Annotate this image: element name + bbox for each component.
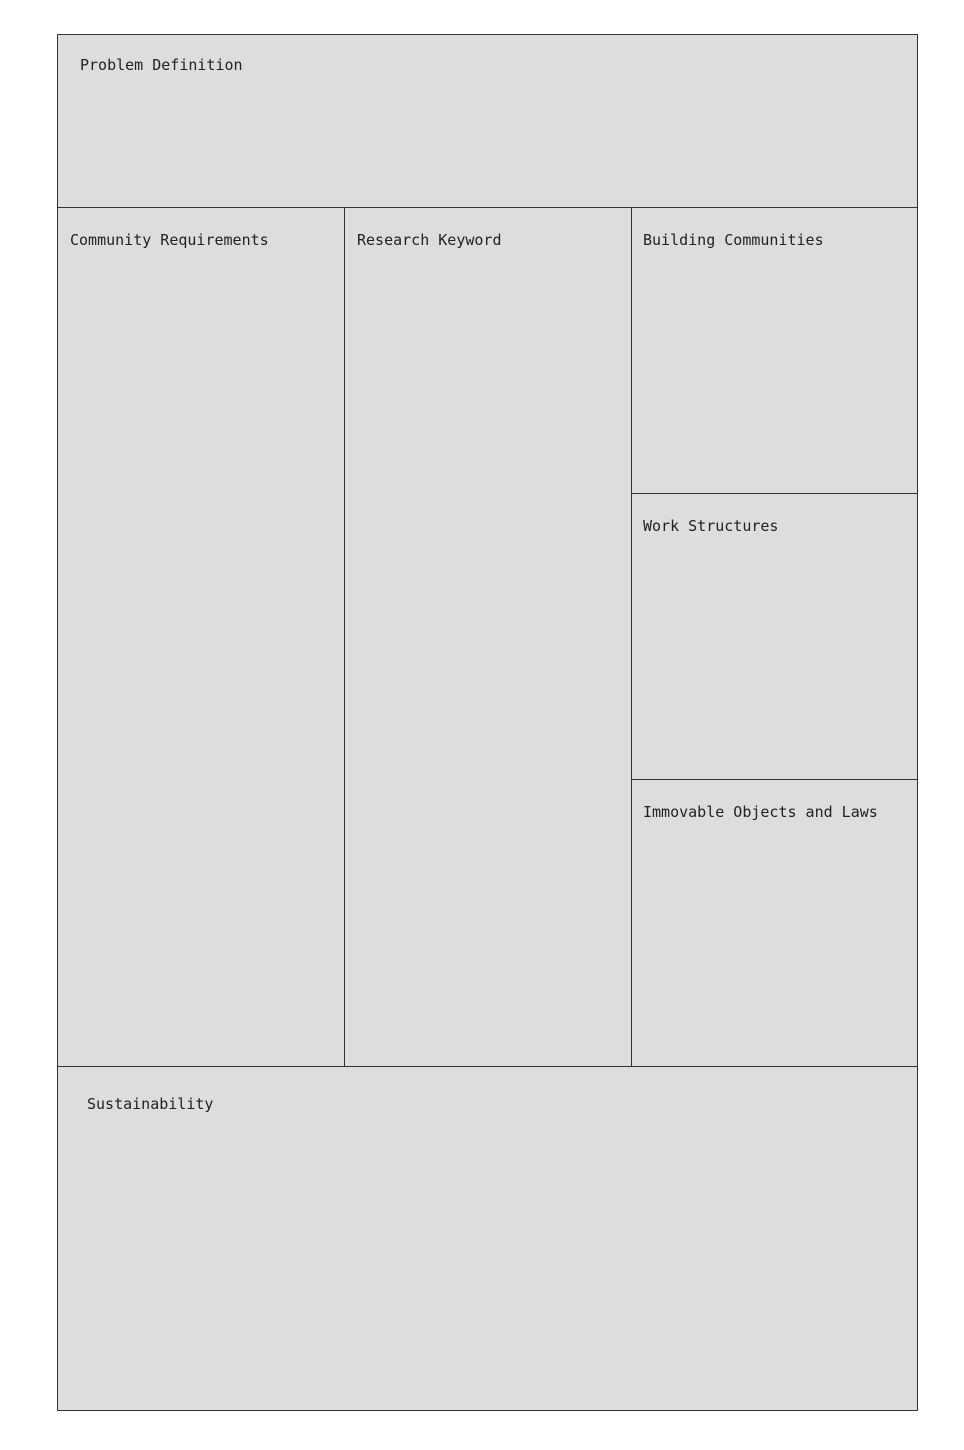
community-requirements-label: Community Requirements [70,231,269,249]
work-structures-section[interactable] [631,493,918,781]
research-keyword-section[interactable] [344,207,633,1068]
building-communities-label: Building Communities [643,231,824,249]
sustainability-label: Sustainability [87,1095,214,1113]
building-communities-section[interactable] [631,207,918,495]
community-requirements-section[interactable] [57,207,346,1068]
immovable-objects-and-laws-label: Immovable Objects and Laws [643,803,878,821]
immovable-objects-and-laws-section[interactable] [631,779,918,1068]
research-keyword-label: Research Keyword [357,231,502,249]
sustainability-section[interactable] [57,1066,918,1411]
work-structures-label: Work Structures [643,517,779,535]
problem-definition-section[interactable] [57,34,918,209]
problem-definition-label: Problem Definition [80,56,243,74]
